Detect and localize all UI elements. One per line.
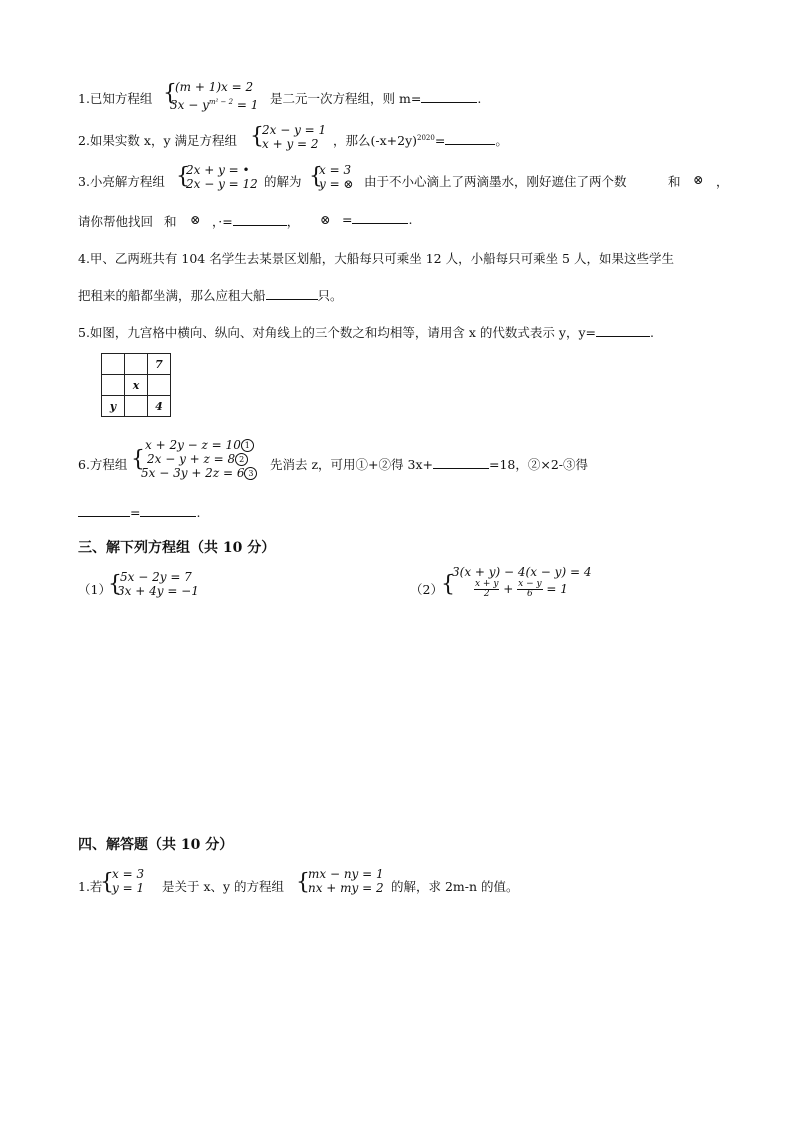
q1-equation-1: (m + 1)x = 2 [175, 80, 254, 94]
q1-prefix: 1.已知方程组 [78, 91, 153, 106]
s4-equation-1: mx − ny = 1 [308, 867, 384, 881]
ink-blot-icon: ⊗ [343, 177, 354, 191]
brace-icon: { [176, 164, 190, 189]
q3-solution-1: x = 3 [319, 163, 352, 177]
q6-text: 先消去 z，可用①+②得 3x+ =18，②×2-③得 [270, 457, 589, 472]
q6-equation-2: 2x − y + z = 8 2 [147, 453, 248, 466]
answer-blank[interactable] [433, 457, 489, 469]
s4-solution-1: x = 3 [112, 867, 145, 881]
problem-1-equation-2: 3x + 4y = −1 [117, 584, 199, 598]
ink-blot-icon: ⊗ [693, 172, 704, 187]
section-4-heading: 四、解答题（共 10 分） [78, 837, 234, 853]
answer-blank[interactable] [596, 325, 650, 337]
q2-prefix: 2.如果实数 x，y 满足方程组 [78, 133, 237, 148]
answer-blank[interactable] [445, 133, 495, 145]
grid-cell: y [102, 396, 125, 417]
q2-text: ，那么$(-x+2y)^{2020}=$ 。 [333, 133, 508, 148]
grid-cell [125, 354, 148, 375]
s4-prefix: 1.若 [78, 879, 103, 894]
grid-cell [102, 375, 125, 396]
grid-cell: 4 [148, 396, 171, 417]
brace-icon: { [309, 164, 323, 189]
q4-line-1: 4.甲、乙两班共有 104 名学生去某景区划船，大船每只可乘坐 12 人，小船每只可乘坐 5 人，如果这些学生 [78, 251, 674, 266]
q6-equation-3: 5x − 3y + 2z = 6 3 [141, 467, 257, 480]
problem-2-equation-2: $\frac{x + y}{2}$ + $\frac{x - y}{6}$ = 1 [475, 579, 568, 599]
fraction: $\frac{x + y}{2}$ [475, 579, 499, 599]
answer-blank[interactable] [352, 212, 408, 224]
brace-icon: { [131, 447, 145, 472]
q3-mid: 的解为 [264, 174, 302, 189]
circled-number-icon: 3 [244, 467, 257, 480]
brace-icon: { [250, 124, 264, 149]
problem-2-equation-1: 3(x + y) − 4(x − y) = 4 [452, 565, 592, 579]
fraction: $\frac{x - y}{6}$ [518, 579, 542, 599]
problem-2-label: （2） [410, 582, 443, 597]
problem-1-equation-1: 5x − 2y = 7 [120, 570, 192, 584]
answer-blank[interactable] [78, 505, 130, 517]
q3-equation-1: 2x + y = • [186, 163, 250, 177]
q6-line-2: = . [78, 505, 200, 520]
q3-equation-2: 2x − y = 12 [186, 177, 258, 191]
problem-1-label: （1） [78, 582, 111, 597]
brace-icon: { [108, 572, 122, 597]
q3-and: 和 [668, 174, 681, 189]
grid-cell [125, 396, 148, 417]
answer-blank[interactable] [140, 505, 196, 517]
ink-blot-icon: ⊗ [190, 212, 201, 227]
answer-blank[interactable] [266, 288, 318, 300]
s4-equation-2: nx + my = 2 [308, 881, 384, 895]
q1-equation-2: $3x - y^{m^2 - 2} = 1$ [170, 98, 259, 112]
q6-equation-1: x + 2y − z = 10 1 [145, 439, 254, 452]
q3-line2-eq: = . [342, 212, 413, 227]
brace-icon: { [100, 870, 114, 895]
grid-cell [102, 354, 125, 375]
grid-cell: 7 [148, 354, 171, 375]
q3-line2-and: 和 [164, 214, 177, 229]
q4-line-2: 把租来的船都坐满，那么应租大船 只。 [78, 288, 343, 303]
q3-line2-b: ，·= ， [212, 214, 300, 229]
answer-blank[interactable] [421, 91, 477, 103]
section-3-heading: 三、解下列方程组（共 10 分） [78, 540, 276, 556]
q3-solution-2: y = ⊗ [319, 177, 354, 191]
q1-text: 是二元一次方程组，则 m= . [270, 91, 482, 106]
grid-cell: x [125, 375, 148, 396]
s4-suffix: 的解，求 2m-n 的值。 [391, 879, 519, 894]
q5-text: 5.如图，九宫格中横向、纵向、对角线上的三个数之和均相等，请用含 x 的代数式表示 y，y= . [78, 325, 654, 340]
grid-cell [148, 375, 171, 396]
s4-mid: 是关于 x、y 的方程组 [162, 879, 285, 894]
brace-icon: { [441, 572, 455, 597]
circled-number-icon: 1 [241, 439, 254, 452]
q2-equation-1: 2x − y = 1 [262, 123, 327, 137]
q6-prefix: 6.方程组 [78, 457, 128, 472]
answer-blank[interactable] [233, 214, 287, 226]
s4-solution-2: y = 1 [112, 881, 145, 895]
q2-equation-2: x + y = 2 [262, 137, 319, 151]
brace-icon: { [296, 870, 310, 895]
q3-comma: ， [716, 174, 729, 189]
q3-line2-a: 请你帮他找回 [78, 214, 154, 229]
brace-icon: { [163, 81, 177, 106]
nine-square-grid [101, 353, 171, 417]
circled-number-icon: 2 [235, 453, 248, 466]
q3-text: 由于不小心滴上了两滴墨水，刚好遮住了两个数 [364, 174, 627, 189]
ink-blot-icon: ⊗ [320, 212, 331, 227]
q3-prefix: 3.小亮解方程组 [78, 174, 165, 189]
